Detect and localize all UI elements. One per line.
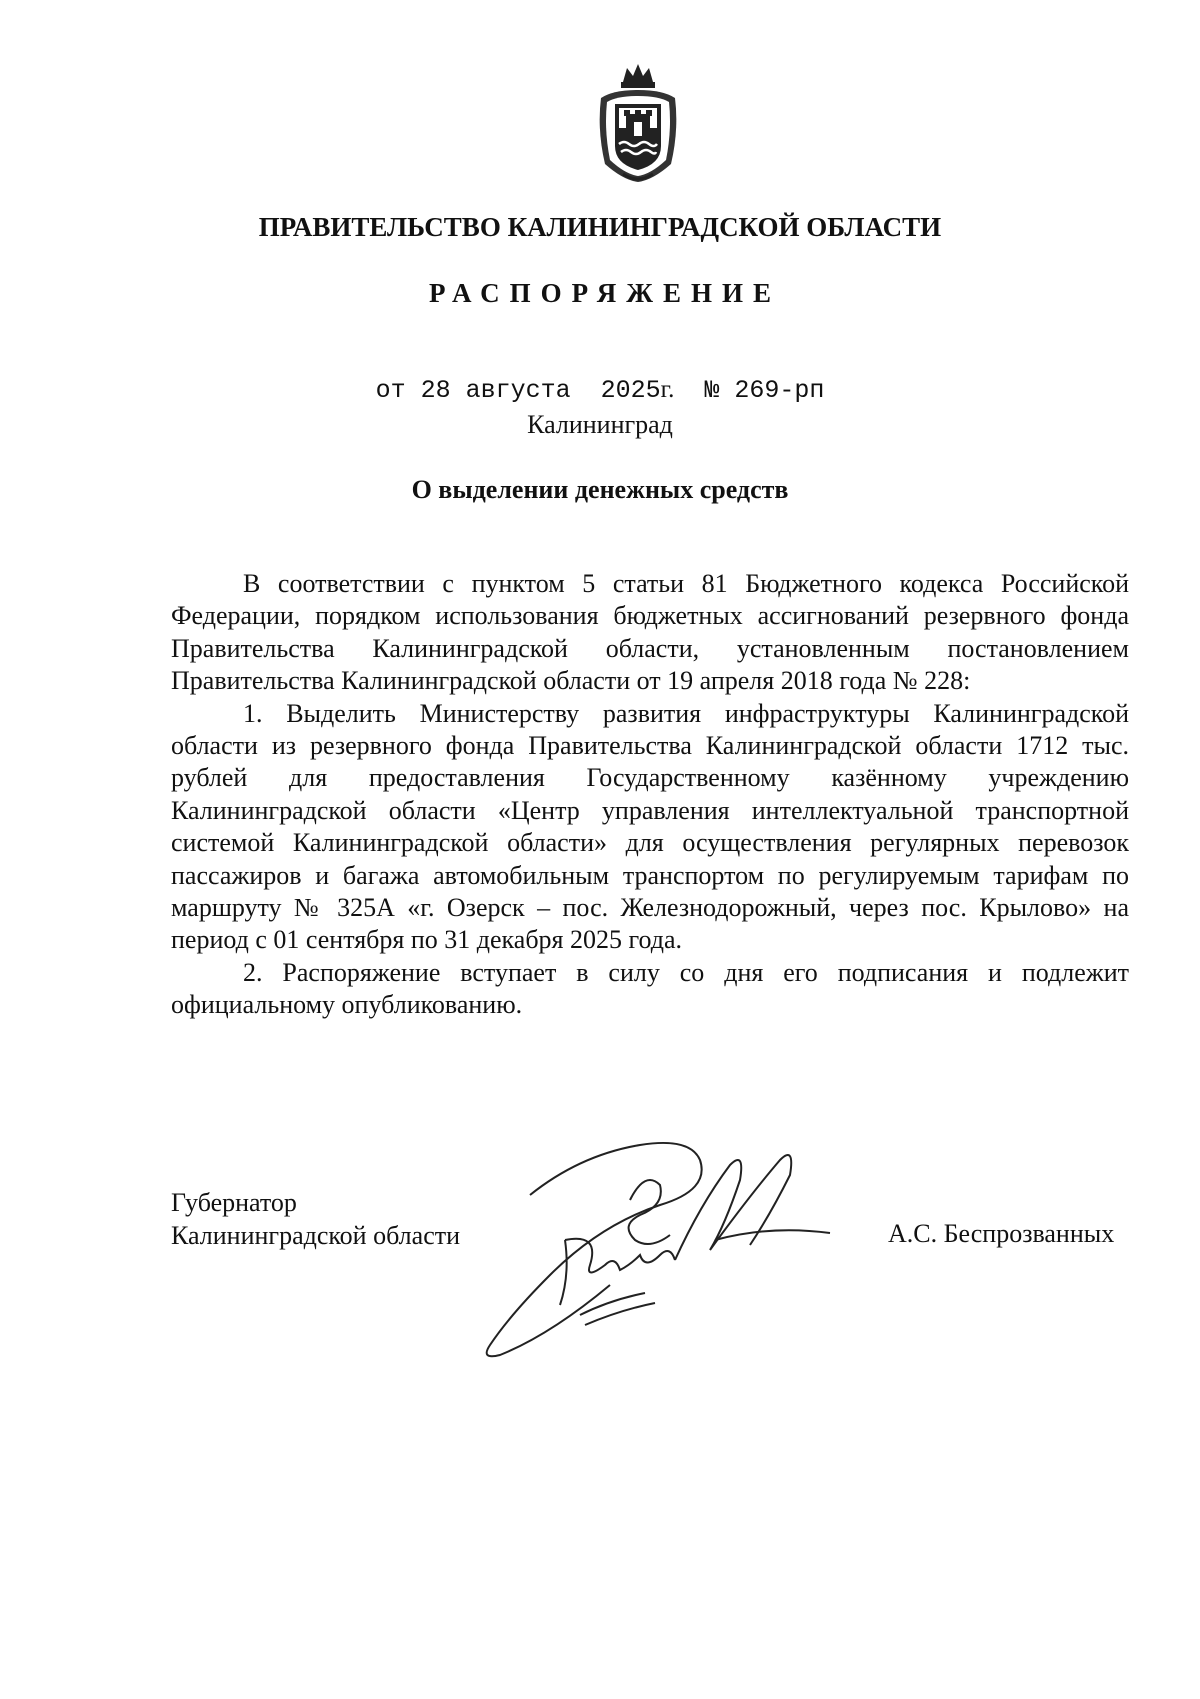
handwritten-signature-icon — [470, 1115, 870, 1365]
signer-position-line-1: Губернатор — [171, 1188, 297, 1217]
preamble-paragraph: В соответствии с пунктом 5 статьи 81 Бюджетного кодекса Российской Федерации, порядком использования бюджетных ассигнований резервного фонда Правительства Калининградской области, установленным постановлением Правительства Калининградской области от 19 апреля 2018 года № 228: — [171, 569, 1129, 696]
document-body — [171, 568, 1129, 1022]
item-1-paragraph: 1. Выделить Министерству развития инфраструктуры Калининградской области из резервного фонда Правительства Калининградской области 1712 тыс. рублей для предоставления Государственному казённому учреждению Калининградской области «Центр управления интеллектуальной транспортной системой Калининградской области» для осуществления регулярных перевозок пассажиров и багажа автомобильным транспортом по регулируемым тарифам по маршруту № 325А «г. Озерск – пос. Железнодорожный, через пос. Крылово» на период с 01 сентября по 31 декабря 2025 года. — [171, 698, 1129, 955]
signer-name: А.С. Беспрозванных — [888, 1219, 1115, 1248]
document-subject: О выделении денежных средств — [411, 475, 789, 504]
document-number: № 269-рп — [704, 376, 825, 405]
government-name: ПРАВИТЕЛЬСТВО КАЛИНИНГРАДСКОЙ ОБЛАСТИ — [258, 212, 942, 242]
date-prefix: от — [375, 376, 406, 405]
coat-of-arms-icon — [593, 60, 683, 184]
document-year: 2025 — [600, 376, 661, 405]
document-city: Калининград — [527, 410, 673, 439]
year-suffix: г. — [660, 376, 675, 403]
signer-position — [171, 1186, 460, 1252]
document-date-number — [0, 376, 1200, 405]
document-date: 28 августа — [420, 376, 571, 405]
item-2-paragraph: 2. Распоряжение вступает в силу со дня его подписания и подлежит официальному опубликованию. — [171, 957, 1129, 1020]
signer-position-line-2: Калининградской области — [171, 1221, 461, 1250]
document-type: РАСПОРЯЖЕНИЕ — [428, 278, 782, 308]
